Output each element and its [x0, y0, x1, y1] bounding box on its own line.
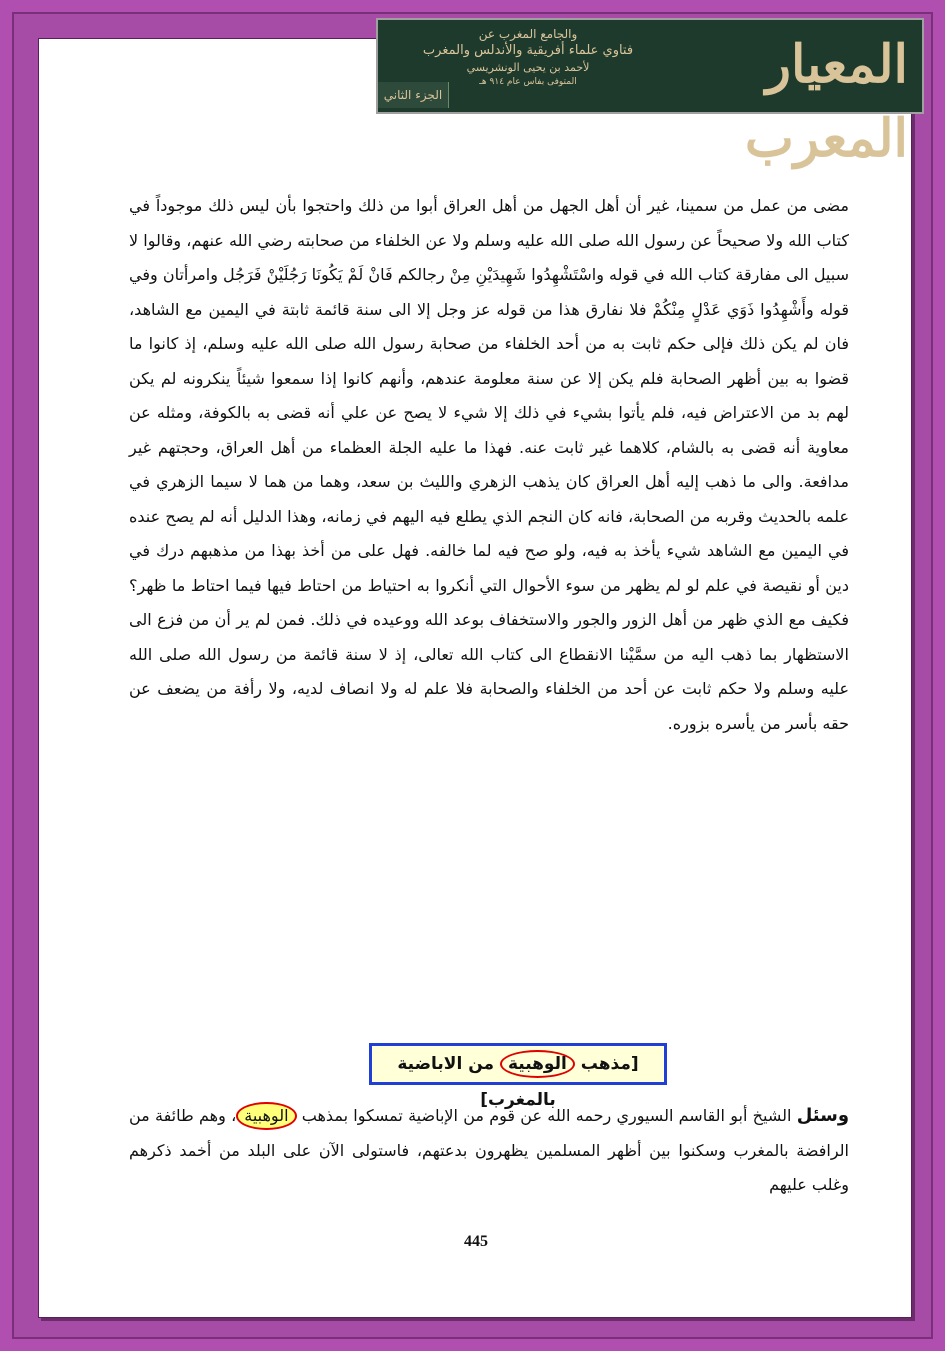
heading-suffix: من الاباضية بالمغرب] — [397, 1054, 556, 1110]
section-text-part2: ، وهم طائفة من الرافضة بالمغرب وسكنوا بين أظهر المسلمين يظهرون بدعتهم، فاستولى الآن على البلد من أخمد ذكرهم وغلب عليهم — [129, 1106, 849, 1194]
heading-prefix: [مذهب — [580, 1054, 639, 1074]
volume-label: الجزء الثاني — [378, 82, 449, 108]
subtitle-line-2: فتاوي علماء أفريقية والأندلس والمغرب — [422, 43, 634, 58]
page-number: 445 — [464, 1233, 488, 1250]
section-text-part1: الشيخ أبو القاسم السيوري رحمه الله عن قوم من الإباضية تمسكوا بمذهب — [301, 1106, 792, 1125]
book-page — [38, 38, 912, 1318]
highlighted-term-inline: الوهبية — [236, 1102, 296, 1130]
main-body-text — [129, 189, 849, 741]
body-paragraph: مضى من عمل من سمينا، غير أن أهل الجهل من أهل العراق أبوا من ذلك واحتجوا بأن ليس ذلك موجوداً في كتاب الله ولا صحيحاً عن رسول الله صلى الله عليه وسلم ولا عن الخلفاء من صحابته رضي الله عنهم، وقالوا لا سبيل الى مفارقة كتاب الله في قوله واسْتَشْهِدُوا شَهِيدَيْنِ مِنْ رجالكم فَانْ لَمْ يَكُونَا رَجُلَيْنْ فَرَجُل وامرأتان وفي قوله وأَشْهِدُوا ذَوَي عَدْلٍ مِنْكُمْ فلا نفارق هذا من قوله عز وجل إلا الى سنة قائمة ثابتة في اليمين مع الشاهد، فان لم يكن ذلك فإلى حكم ثابت به من أحد الخلفاء من صحابة رسول الله صلى الله عليه وسلم، إذ كانوا ما قضوا به بين أظهر الصحابة فلم يكن إلا عن سنة معلومة عندهم، وأنهم كانوا إذا سمعوا شيئاً ينكرونه لم يكن لهم بد من الاعتراض فيه، فلم يأتوا بشيء في ذلك إلا شيء لا يصح عن علي أنه قضى به بالكوفة، ومثله عن معاوية أنه قضى به بالشام، كلاهما غير ثابت عنه. فهذا ما عليه الجلة العظماء من أهل العراق، وحجتهم غير مدافعة. والى ما ذهب إليه أهل العراق كان يذهب الزهري والليث بن سعد، وهما من هما لا سيما الزهري في علمه بالحديث وقربه من الصحابة، فانه كان النجم الذي يطلع فيه اليهم في زمانه، وهذا الدليل أنه لم يصح عنده في اليمين مع الشاهد شيء يأخذ به فيه، ولو صح فيه لما خالفه. فهل على من أخذ بهذا من مذهبهم درك في دين أو نقيصة في علم لو لم يظهر من سوء الأحوال التي أنكروا به احتياط من احتاط فيها فيما احتاط ما ظهر؟ فكيف مع الذي ظهر من أهل الزور والجور والاستخفاف بوعد الله ووعيده في ذلك. فمن لم ير أن من فزع الى الاستظهار بما ذهب اليه من سمَّيْنا الانقطاع الى كتاب الله تعالى، إذ لا سنة قائمة من رسول الله صلى الله عليه وسلم ولا حكم ثابت عن أحد من الخلفاء والصحابة فلا علم له ولا انصاف لديه، ولا رأفة من يضعف عن حقه بأسر من يأسره بزوره. — [129, 196, 849, 733]
section-paragraph — [129, 1099, 849, 1203]
highlighted-term: الوهبية — [500, 1050, 575, 1078]
question-lead-word: وسئل — [796, 1105, 850, 1126]
book-title: المعيار المعرب — [744, 34, 908, 169]
book-subtitle — [418, 26, 638, 88]
subtitle-line-1: والجامع المغرب عن — [478, 27, 578, 41]
author-line: لأحمد بن يحيى الونشريسي — [466, 61, 590, 74]
book-cover-banner — [376, 18, 924, 169]
section-body-text — [129, 1099, 849, 1203]
section-heading — [369, 1043, 667, 1110]
death-date-line: المتوفى بفاس عام ٩١٤ هـ — [479, 77, 577, 87]
